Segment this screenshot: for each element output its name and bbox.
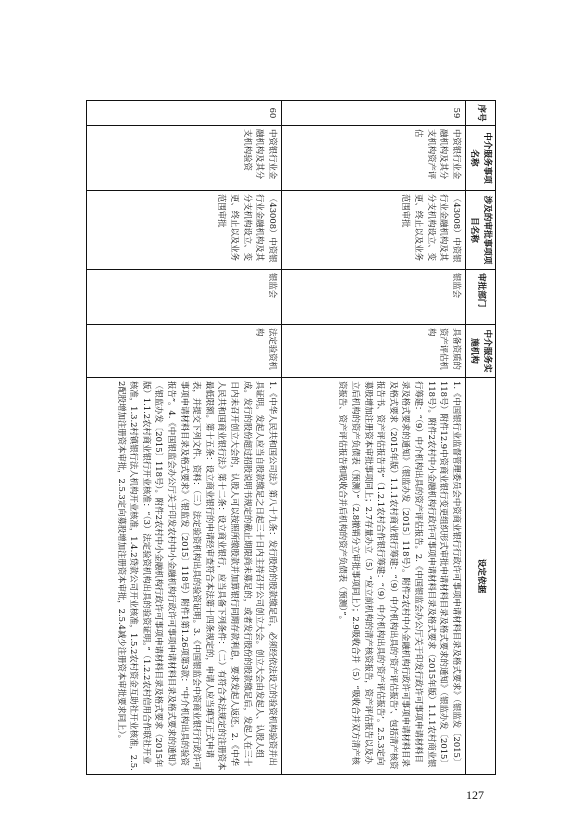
table-row [281, 101, 465, 775]
page-number: 127 [466, 788, 484, 802]
row-59-org: 具备资质的资产评估机构 [281, 325, 465, 378]
row-60-org: 法定验资机构 [87, 325, 282, 378]
header-approval-item: 涉及的审批事项项目名称 [465, 191, 495, 270]
row-59-dept: 银监会 [281, 270, 465, 325]
row-60-dept: 银监会 [87, 270, 282, 325]
rotated-table-wrapper [86, 100, 496, 775]
row-60-item: （43008）中资银行业金融机构及其分支机构设立、变更、终止以及业务范围审批 [87, 191, 282, 270]
table-header-row [465, 101, 495, 775]
header-approval-dept: 审批部门 [465, 270, 495, 325]
row-59-name: 中资银行业金融机构及其分支机构资产评估 [281, 126, 465, 191]
row-60-basis: 1.《中华人民共和国公司法》第八十九条：发行股份的股款缴足后，必须经依法设立的验资机构验资并出具证明。发起人应当自股款缴足之日起三十日内主持召开公司创立大会。创立大会由发起人、认股人组成。发行的股份超过招股说明书规定的截止期限尚未募足的，或者发行股份的股款缴足后，发起人在三十日内未召开创立大会的，认股人可以按照所缴股款并加算银行同期存款利息，要求发起人返还。2.《中华人民共和国商业银行法》第十二条：设立商业银行，应当具备下列条件：（二）有符合本法规定的注册资本最低限额。第十五条：设立商业银行的申请经审查符合本法第十四条规定的，申请人应当填写正式申请表，并提交下列文件、资料：（三）法定验资机构出具的验资证明。3.《中国银监会中资商业银行行政许可事项申请材料目录及格式要求》（银监发〔2015〕118号）附件1第1.26项第3款：“中介机构出具的验资报告”。4.《中国银监会办公厅关于印发农村中小金融机构行政许可事项申请材料目录及格式要求的通知》（银监办发〔2015〕118号）。附件2农村中小金融机构行政许可事项申请材料目录及格式要求（2015年版）1.1.2农村商业银行开业核准：“（3）法定验资机构出具的验资证明。”（1.2.2农村信用合作联社开业核准，1.3.2村镇银行法人机构开业核准，1.4.2贷款公司开业核准，1.5.2农村资金互助社开业核准，2.5.2配股增加注册资本审批，2.5.3定向募股增加注册资本审批，2.5.4减少注册资本审批要求同上）。 [87, 378, 282, 775]
header-service-name: 中介服务事项名称 [465, 126, 495, 191]
row-59-no: 59 [281, 101, 465, 126]
row-59-item: （43008）中资银行业金融机构及其分支机构设立、变更、终止以及业务范围审批 [281, 191, 465, 270]
header-service-org: 中介服务实施机构 [465, 325, 495, 378]
header-no: 序号 [465, 101, 495, 126]
approval-basis-table [86, 100, 496, 775]
row-59-basis: 1.《中国银行业监督管理委员会中资商业银行行政许可事项申请材料目录及格式要求》（银监发〔2015〕118号）附件12.9中资商业银行变更组织形式审批申请材料目录及格式要求的通知》（银监办发〔2015〕118号）。附件2农村中小金融机构行政许可事项申请材料目录及格式要求（2015年版）1.1.1农村商业银行筹建：“（9）中介机构出具的资产评估报告。2.《中国银监会办公厅关于印发行政许可事项申请材料目录及格式要求的通知》（银监办发〔2015〕118号）。附件2农村中小金融机构行政许可事项申请材料目录及格式要求（2015年版）1.1.1农村商业银行筹建：“（9）中介机构出具的‘资产评估报告’、包括清产核资报告书、资产评估报告书”（1.2.1农村合作银行筹建：“（9）中介机构出具的‘资产评估报告’。2.5.3定向募股增加注册资本审批事项同上；2.7存量办立（5）“应立前机构的清产核资报告，资产评估报告以及办立后机构的资产负债表（预测）”（2.8撤销分立审批事项同上）；2.9吸收合并（5）“吸收合并双方清产核资报告、资产评估报告和吸收合并后机构的资产负债表（预测）”。 [281, 378, 465, 775]
rotated-table-frame [86, 100, 496, 775]
header-basis: 设定依据 [465, 378, 495, 775]
row-60-name: 中资银行业金融机构及其分支机构验资 [87, 126, 282, 191]
table-row [87, 101, 282, 775]
row-60-no: 60 [87, 101, 282, 126]
